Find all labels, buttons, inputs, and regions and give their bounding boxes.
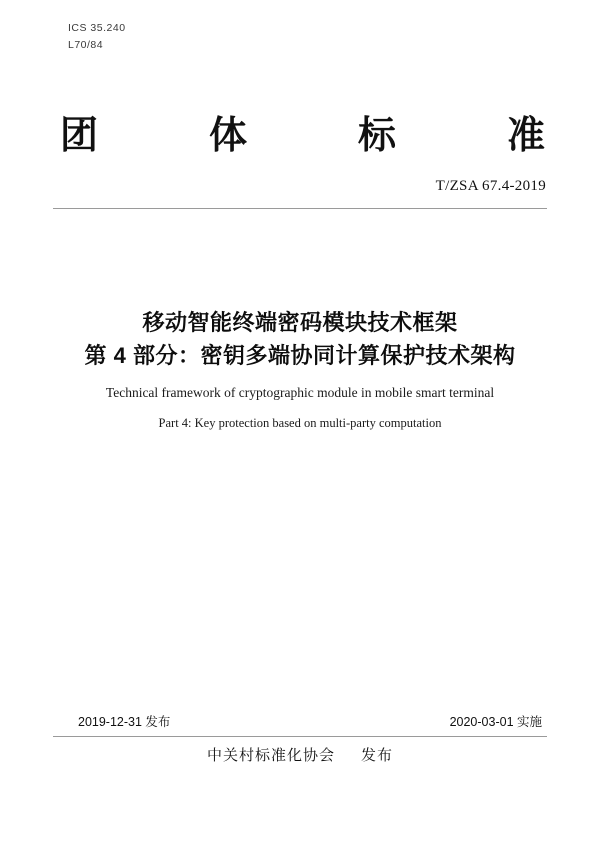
document-type-heading <box>60 104 546 159</box>
effective-date: 2020-03-01 实施 <box>449 715 542 729</box>
chinese-title-line-1: 移动智能终端密码模块技术框架 <box>142 310 458 335</box>
heading-char-4: 准 <box>506 115 546 157</box>
english-title-line-1: Technical framework of cryptographic module in mobile smart terminal <box>105 385 495 400</box>
chinese-title-line-2: 第 4 部分：密钥多端协同计算保护技术架构 <box>84 343 516 368</box>
issuer-name: 中关村标准化协会 <box>206 747 335 764</box>
issue-date: 2019-12-31 发布 <box>78 715 171 729</box>
dates-row <box>78 712 542 730</box>
ics-classification-block <box>68 20 126 54</box>
heading-char-1: 团 <box>60 115 100 157</box>
ics-code: ICS 35.240 <box>68 22 126 34</box>
header-divider <box>53 208 547 209</box>
footer-divider <box>53 736 547 737</box>
standard-number: T/ZSA 67.4-2019 <box>435 178 546 194</box>
english-title-line-2: Part 4: Key protection based on multi-party computation <box>158 416 442 430</box>
title-block <box>50 306 550 432</box>
ccs-code: L70/84 <box>68 39 104 51</box>
heading-char-3: 标 <box>357 115 397 157</box>
heading-char-2: 体 <box>208 115 248 157</box>
issuer-action: 发布 <box>361 747 394 764</box>
issuer-row <box>0 744 600 765</box>
